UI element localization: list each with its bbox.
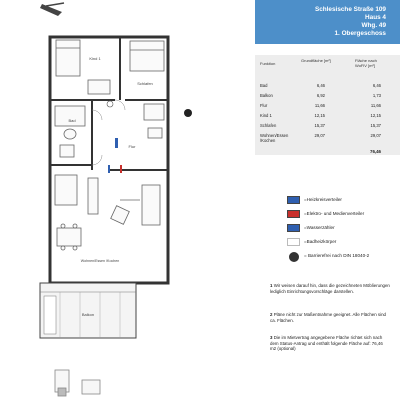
table-row (255, 103, 400, 112)
note-2 (270, 312, 390, 323)
unit: Whg. 49 (361, 22, 386, 29)
table-row (255, 113, 400, 122)
room-wofiv: 15,37 (370, 123, 381, 128)
note-number: 2 (270, 312, 273, 317)
room-area: 15,37 (314, 123, 325, 128)
note-1 (270, 283, 390, 294)
room-label-kind1: Kind 1 (89, 56, 101, 61)
room-label-flur: Flur (128, 144, 136, 149)
room-name: Flur (260, 103, 268, 108)
room-label-balkon: Balkon (81, 312, 95, 317)
note-text: Wir weisen darauf hin, dass die gezeichneten Möblierungen lediglich Einrichtungsvorschläge darstellen. (270, 283, 390, 294)
room-name: Wohnen/Essen /Kochen (260, 133, 289, 143)
col-room-header: Funktion (260, 61, 276, 66)
room-area: 6,92 (316, 93, 325, 98)
note-number: 1 (270, 283, 273, 288)
table-row (255, 133, 400, 145)
room-label-bad: Bad (68, 118, 76, 123)
note-3 (270, 335, 390, 352)
table-row (255, 83, 400, 92)
heating-distributor-icon (287, 196, 300, 204)
legend-label: = Barrierefrei nach DIN 18040-2 (304, 253, 370, 258)
area-table (255, 55, 400, 155)
legend-label: =Wasserzähler (304, 225, 335, 230)
room-area: 29,07 (314, 133, 325, 138)
room-name: Balkon (260, 93, 273, 98)
room-label-schlafen: Schlafen (137, 81, 153, 86)
total-area: 76,46 (370, 149, 381, 154)
info-panel (255, 0, 400, 400)
room-wofiv: 11,66 (370, 103, 381, 108)
room-name: Bad (260, 83, 268, 88)
floor: 1. Obergeschoss (334, 30, 386, 37)
room-name: Schlafen (260, 123, 277, 128)
address: Schlesische Straße 109 (314, 6, 386, 13)
water-meter-icon (287, 224, 300, 232)
barrier-free-icon (289, 252, 299, 262)
legend-label: =Heizkreisverteiler (304, 197, 342, 202)
col-wofiv-header: Fläche nach WoFlV [m²] (355, 58, 377, 68)
electric-distributor-icon (287, 210, 300, 218)
room-wofiv: 1,73 (372, 93, 381, 98)
room-wofiv: 12,15 (370, 113, 381, 118)
table-row (255, 93, 400, 102)
table-row (255, 123, 400, 132)
room-area: 6,46 (316, 83, 325, 88)
room-area: 11,66 (314, 103, 325, 108)
room-name: Kind 1 (260, 113, 272, 118)
legend-label: =Badheizkörper (304, 239, 337, 244)
note-text: Pläne nicht zur Maßentnahme geeignet. Alle Flächen sind ca. Flächen. (270, 312, 386, 323)
note-number: 3 (270, 335, 273, 340)
room-wofiv: 29,07 (370, 133, 381, 138)
room-area: 12,15 (314, 113, 325, 118)
key-plan-icon (55, 370, 100, 396)
note-text: Die im Mietvertrag angegebene Fläche richtet sich nach dem Status-Antrag und enthält folgende Fläche auf: 76,46 m2 (optional) (270, 335, 383, 352)
room-label-wohnen: Wohnen/Essen /Kochen (80, 259, 120, 263)
address-header (255, 0, 400, 44)
house: Haus 4 (365, 14, 386, 21)
north-arrow-icon (40, 3, 64, 16)
room-wofiv: 6,46 (372, 83, 381, 88)
col-area-header: Grundfläche [m²] (301, 58, 331, 63)
radiator-icon (287, 238, 300, 246)
legend-label: =Elektro- und Medienverteiler (304, 211, 365, 216)
